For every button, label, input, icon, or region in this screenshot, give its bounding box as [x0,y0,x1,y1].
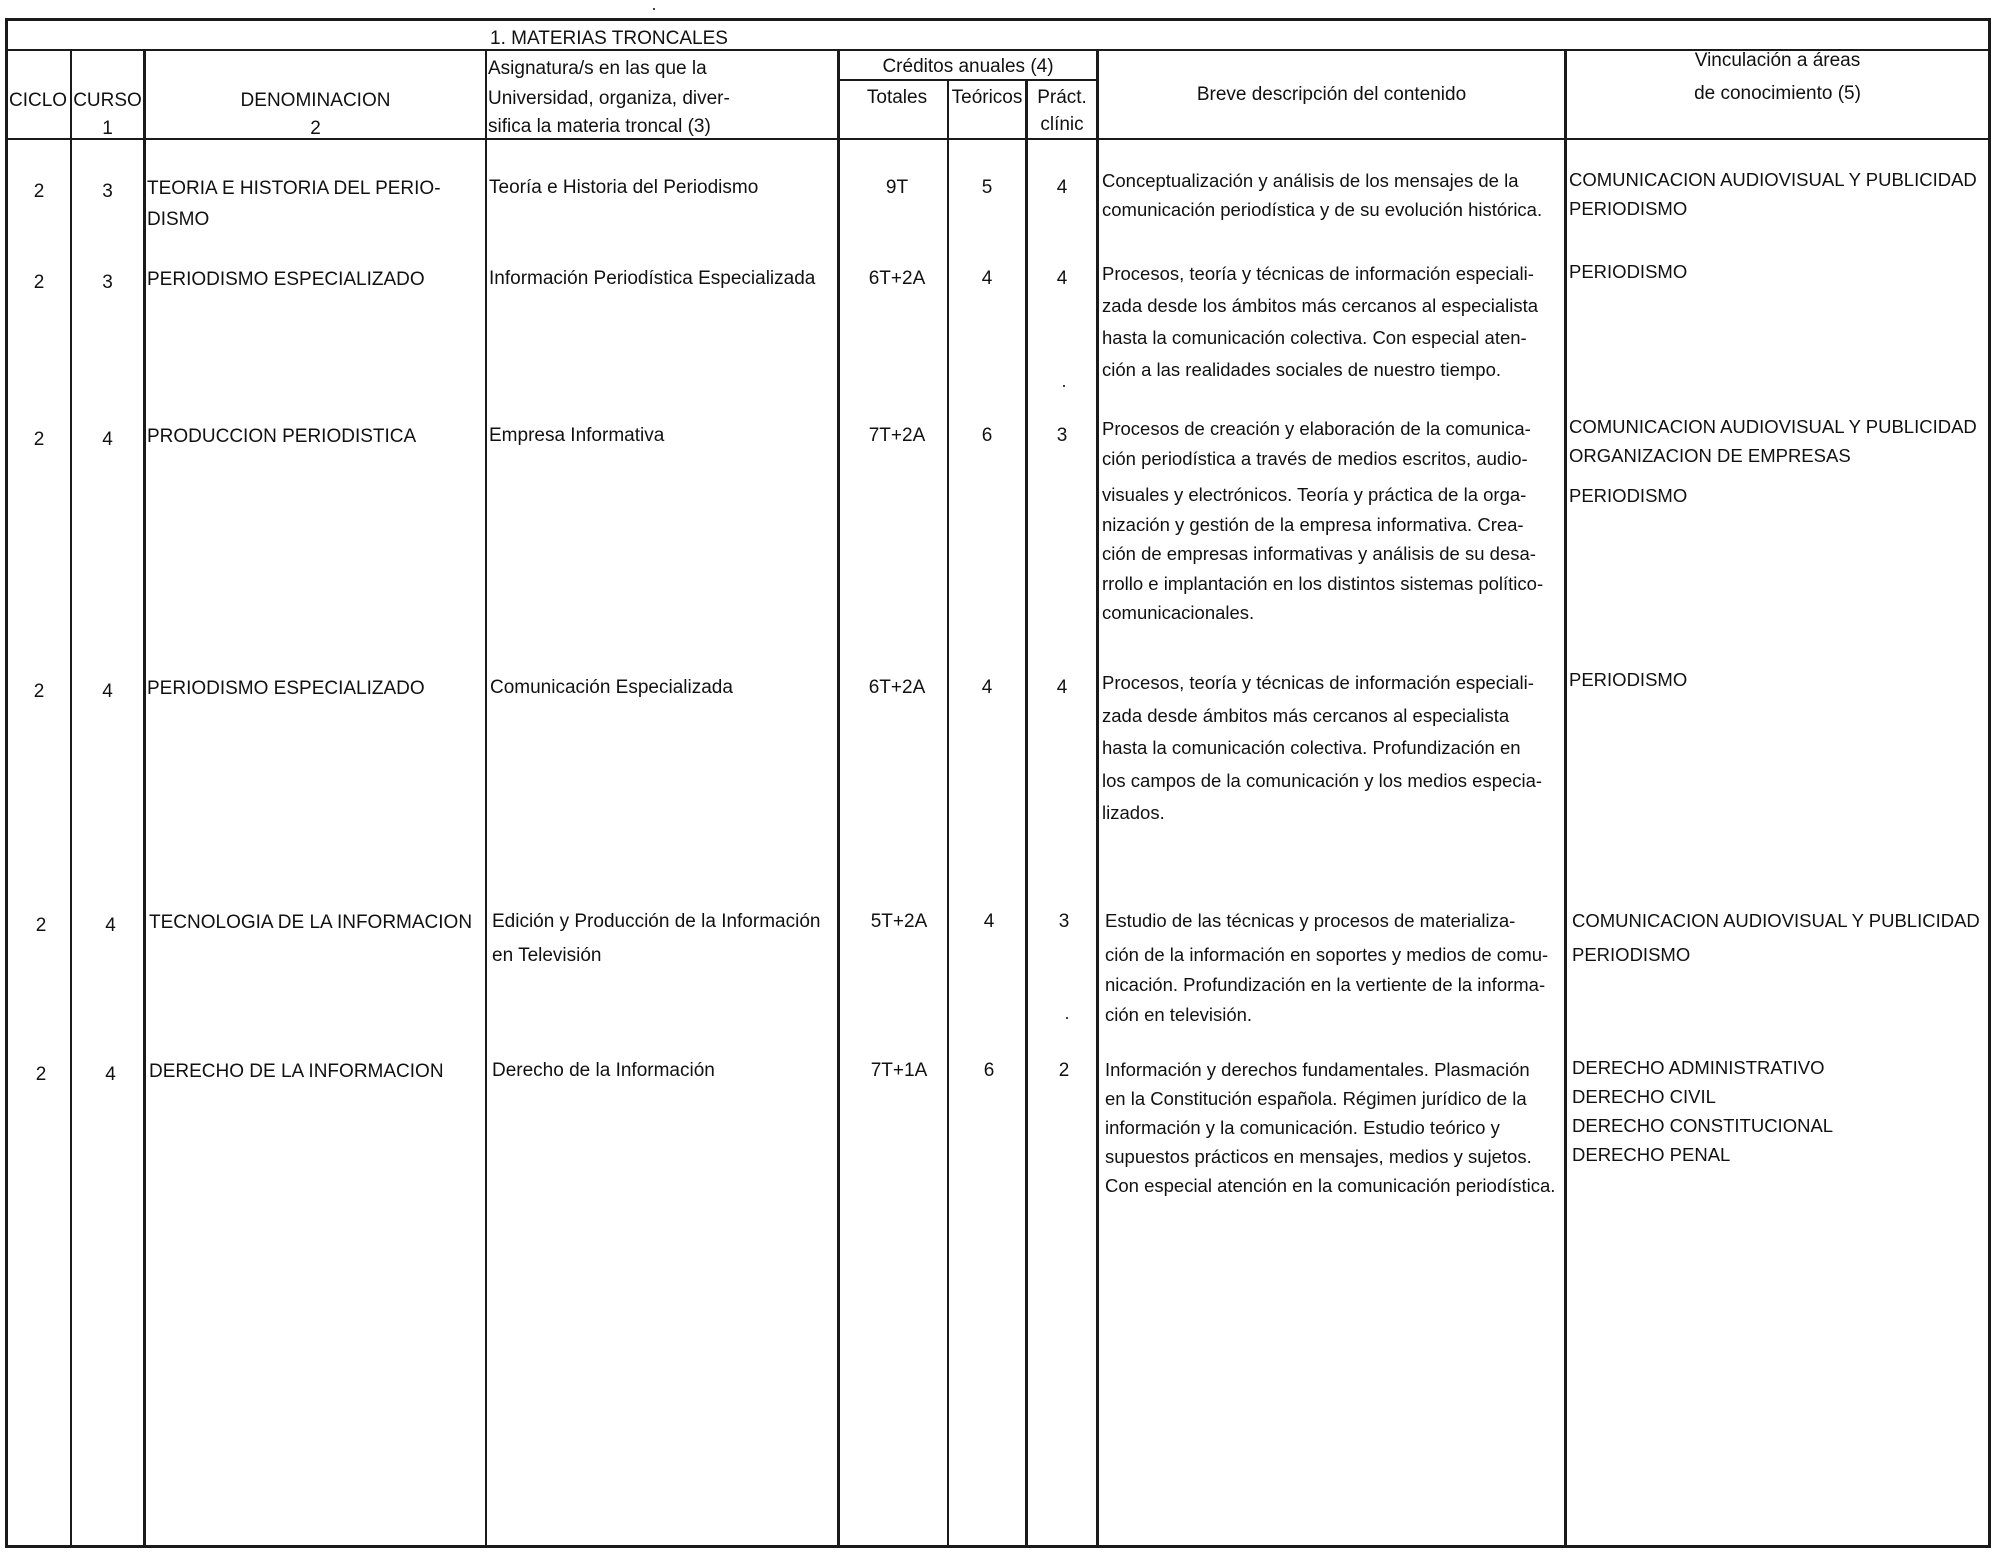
cell-ciclo: 2 [33,681,45,702]
header-curso: CURSO [73,90,142,111]
descripcion-line: comunicación periodística y de su evolución histórica. [1102,199,1543,220]
descripcion-line: comunicacionales. [1102,602,1255,623]
descripcion-line: información y la comunicación. Estudio teórico y [1105,1117,1500,1138]
cell-asignatura: Teoría e Historia del Periodismo [489,177,759,198]
area-line: PERIODISMO [1569,198,1688,219]
table-title: 1. MATERIAS TRONCALES [490,28,728,49]
header-creditos: Créditos anuales (4) [882,56,1054,77]
area-line: PERIODISMO [1569,261,1688,282]
cell-teoricos: 4 [981,268,993,289]
area-line: DERECHO CONSTITUCIONAL [1572,1115,1834,1136]
header-descripcion: Breve descripción del contenido [1196,84,1467,105]
cell-denominacion-line1: PERIODISMO ESPECIALIZADO [147,678,425,699]
scan-speck [653,8,655,10]
col-div-totales [947,79,949,1548]
cell-practicos: 3 [1056,425,1068,446]
col-div-asignatura [837,49,840,1548]
cell-teoricos: 5 [981,177,993,198]
descripcion-line: hasta la comunicación colectiva. Con especial aten- [1102,327,1527,348]
col-div-curso [143,49,146,1548]
header-asignatura-line1: Asignatura/s en las que la [488,58,707,79]
cell-curso: 4 [102,681,113,702]
descripcion-line: Información y derechos fundamentales. Plasmación [1105,1059,1530,1080]
descripcion-line: Procesos de creación y elaboración de la comunica- [1102,418,1531,439]
descripcion-line: Procesos, teoría y técnicas de información especiali- [1102,672,1534,693]
scan-speck [1066,1017,1068,1019]
header-asignatura-line3: sifica la materia troncal (3) [488,116,711,137]
cell-descripcion [1102,166,1542,224]
cell-ciclo: 2 [33,181,45,202]
frame-bottom [5,1545,1991,1548]
area-line: COMUNICACION AUDIOVISUAL Y PUBLICIDAD [1569,169,1977,190]
cell-denominacion-line1: TECNOLOGIA DE LA INFORMACION [149,912,473,933]
cell-ciclo: 2 [35,1064,47,1085]
cell-curso: 4 [105,1064,116,1085]
header-totales: Totales [866,87,928,108]
descripcion-line: zada desde ámbitos más cercanos al especialista [1102,704,1510,726]
descripcion-line: los campos de la comunicación y los medios especia- [1102,769,1543,791]
cell-descripcion [1102,258,1538,386]
area-line: PERIODISMO [1569,669,1688,690]
cell-areas [1569,165,1977,223]
cell-asignatura: Derecho de la Información [492,1060,715,1081]
header-asignatura-line2: Universidad, organiza, diver- [488,88,730,109]
area-line: COMUNICACION AUDIOVISUAL Y PUBLICIDAD [1572,910,1980,931]
cell-teoricos: 4 [981,677,993,698]
descripcion-line: supuestos prácticos en mensajes, medios y sujetos. [1105,1146,1532,1167]
cell-asignatura-line1: Edición y Producción de la Información [492,911,821,932]
header-curso-number: 1 [102,118,113,139]
cell-totales: 6T+2A [868,677,926,698]
cell-asignatura: Información Periodística Especializada [489,268,816,289]
cell-practicos: 4 [1056,177,1068,198]
cell-practicos: 4 [1056,677,1068,698]
header-practicos-line1: Práct. [1037,87,1087,108]
cell-asignatura: Empresa Informativa [489,425,665,446]
col-div-teoricos [1025,79,1028,1548]
cell-denominacion-line1: TEORIA E HISTORIA DEL PERIO- [147,178,441,199]
cell-totales: 5T+2A [870,911,928,932]
frame-left [5,18,8,1548]
descripcion-line: Con especial atención en la comunicación periodística. [1105,1175,1556,1196]
descripcion-line: ción de empresas informativas y análisis de su desa- [1102,543,1536,564]
area-line: COMUNICACION AUDIOVISUAL Y PUBLICIDAD [1569,416,1977,437]
cell-ciclo: 2 [33,429,45,450]
credits-subrule [838,79,1098,81]
descripcion-line: nicación. Profundización en la vertiente de la informa- [1105,974,1546,995]
area-line: PERIODISMO [1569,485,1688,506]
cell-teoricos: 4 [983,911,995,932]
cell-denominacion-line1: PRODUCCION PERIODISTICA [147,426,417,447]
cell-curso: 3 [102,181,113,202]
descripcion-line: ción a las realidades sociales de nuestro tiempo. [1102,359,1502,380]
descripcion-line: Conceptualización y análisis de los mensajes de la [1102,170,1519,191]
area-line: DERECHO PENAL [1572,1144,1731,1165]
cell-curso: 4 [102,429,113,450]
frame-right [1988,18,1991,1548]
cell-areas [1572,904,1980,972]
cell-denominacion-line2: DISMO [147,209,210,230]
cell-curso: 4 [105,915,116,936]
cell-totales: 7T+1A [870,1060,928,1081]
descripcion-line: Procesos, teoría y técnicas de información especiali- [1102,263,1534,284]
area-line: ORGANIZACION DE EMPRESAS [1569,445,1851,466]
cell-areas [1569,257,1687,286]
descripcion-line: ción periodística a través de medios escritos, audio- [1102,447,1528,469]
cell-totales: 6T+2A [868,268,926,289]
cell-totales: 7T+2A [868,425,926,446]
frame-top [5,18,1991,21]
col-div-descripcion [1564,49,1567,1548]
header-teoricos: Teóricos [951,87,1023,108]
area-line: PERIODISMO [1572,944,1691,965]
cell-teoricos: 6 [981,425,993,446]
descripcion-line: hasta la comunicación colectiva. Profundización en [1102,737,1521,758]
descripcion-line: rrollo e implantación en los distintos sistemas político- [1102,572,1544,594]
cell-asignatura-line2: en Televisión [492,945,602,966]
cell-teoricos: 6 [983,1060,995,1081]
header-denominacion-number: 2 [310,118,321,139]
cell-totales: 9T [885,177,909,198]
header-ciclo: CICLO [9,90,68,111]
area-line: DERECHO ADMINISTRATIVO [1572,1057,1825,1078]
cell-ciclo: 2 [33,272,45,293]
col-div-practicos [1096,49,1099,1548]
header-practicos-line2: clínic [1040,114,1084,135]
cell-descripcion [1102,667,1542,830]
cell-areas [1569,412,1977,510]
descripcion-line: nización y gestión de la empresa informativa. Crea- [1102,513,1524,535]
cell-denominacion-line1: PERIODISMO ESPECIALIZADO [147,269,425,290]
cell-areas [1572,1053,1833,1169]
cell-ciclo: 2 [35,915,47,936]
header-denominacion: DENOMINACION [240,90,391,111]
descripcion-line: en la Constitución española. Régimen jurídico de la [1105,1088,1527,1109]
descripcion-line: Estudio de las técnicas y procesos de materializa- [1105,910,1516,931]
cell-areas [1569,665,1687,694]
area-line: DERECHO CIVIL [1572,1086,1716,1107]
descripcion-line: ción en televisión. [1105,1004,1253,1025]
cell-asignatura: Comunicación Especializada [490,677,733,698]
header-vinculacion-line2: de conocimiento (5) [1694,83,1861,104]
cell-descripcion [1102,414,1543,628]
descripcion-line: zada desde los ámbitos más cercanos al especialista [1102,295,1539,316]
header-vinculacion-line1: Vinculación a áreas [1694,50,1861,71]
cell-denominacion-line1: DERECHO DE LA INFORMACION [149,1061,444,1082]
descripcion-line: lizados. [1102,802,1165,823]
descripcion-line: visuales y electrónicos. Teoría y práctica de la orga- [1102,484,1527,505]
cell-descripcion [1105,1055,1555,1200]
descripcion-line: ción de la información en soportes y medios de comu- [1105,944,1549,965]
col-div-denominacion [485,49,487,1548]
cell-descripcion [1105,906,1548,1030]
scan-speck [1063,385,1065,387]
cell-practicos: 3 [1058,911,1070,932]
cell-curso: 3 [102,272,113,293]
cell-practicos: 4 [1056,268,1068,289]
cell-practicos: 2 [1058,1060,1070,1081]
